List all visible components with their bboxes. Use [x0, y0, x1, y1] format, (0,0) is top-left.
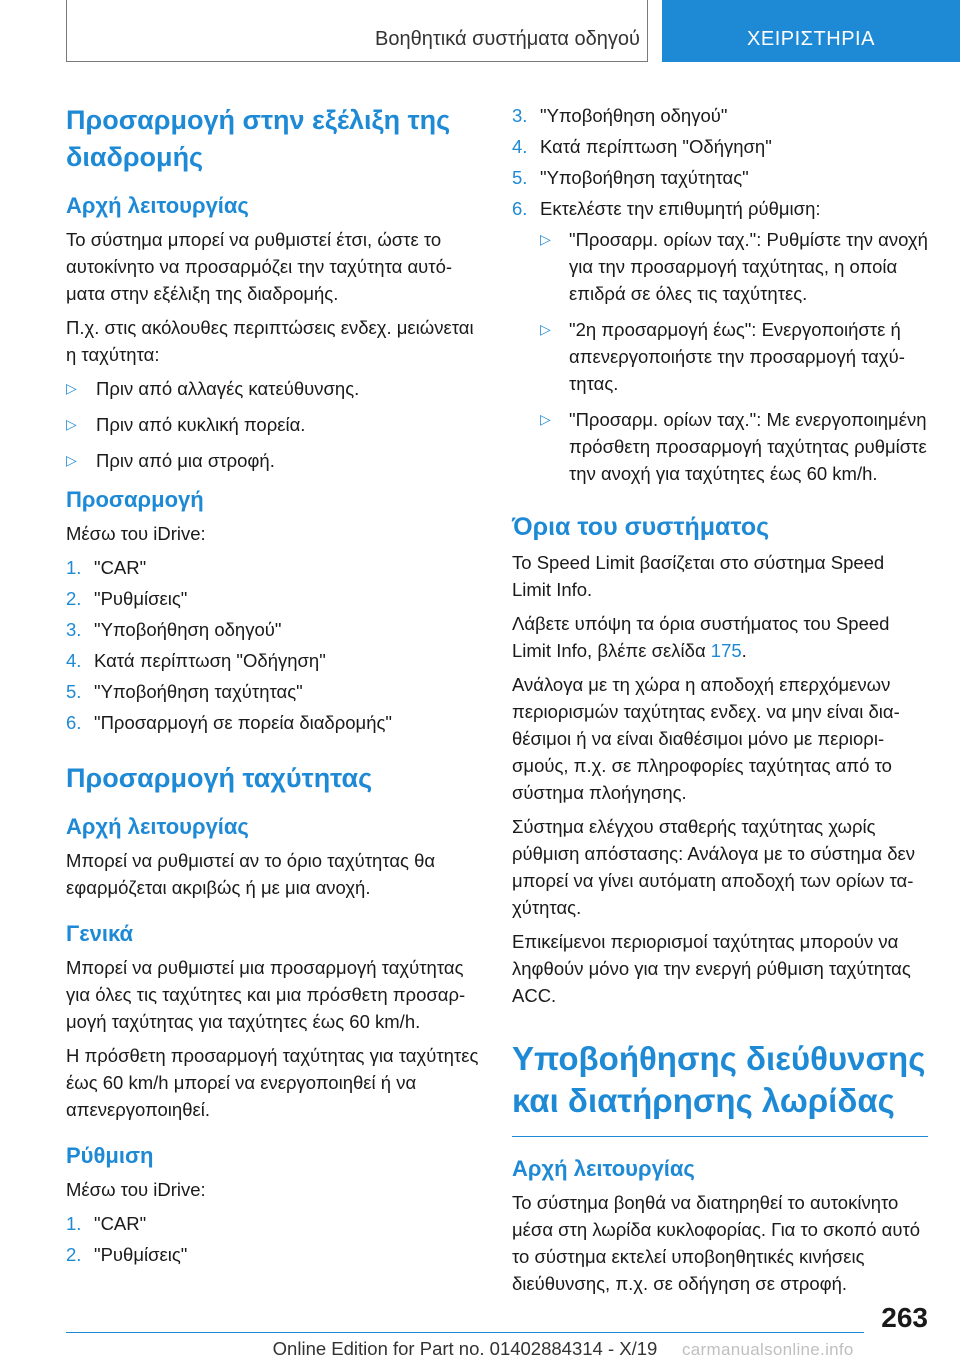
paragraph: Σύστημα ελέγχου σταθερής ταχύτητας χωρίς ρύθμιση απόστασης: Ανάλογα με το σύστημα δεν μπορεί να γίνει αυτόματη αποδοχή των ορίων ταχύτητας.: [512, 816, 915, 918]
heading-adaptation: Προσαρμογή: [66, 487, 204, 512]
edition-footer: Online Edition for Part no. 01402884314 - X/19: [272, 1338, 658, 1359]
setting-steps: [66, 1210, 482, 1268]
paragraph: Π.χ. στις ακόλουθες περιπτώσεις ενδεχ. μειώνεται η ταχύτητα:: [66, 317, 474, 365]
step-item: 4. Κατά περίπτωση "Οδήγηση": [66, 650, 326, 671]
list-item: ▷ "Προσαρμ. ορίων ταχ.": Με ενεργοποιημένη πρόσθετη προσαρμογή ταχύτητας ρυθμίστε την ανοχή για ταχύτητες έως 60 km/h.: [540, 406, 928, 487]
paragraph: Το σύστημα μπορεί να ρυθμιστεί έτσι, ώστε το αυτοκίνητο να προσαρμόζει την ταχύτητα αυτόματα στην εξέλιξη της διαδρομής.: [66, 229, 453, 304]
heading-setting: Ρύθμιση: [66, 1143, 154, 1168]
paragraph: Ανάλογα με τη χώρα η αποδοχή επερχόμενων περιορισμών ταχύτητας ενδεχ. να μην είναι διαθέσιμοι ή να είναι διαθέσιμοι μόνο με περιορισμούς, π.χ. σε πληροφορίες ταχύτητας από το σύστημα πλοήγησης.: [512, 674, 900, 803]
setting-options-list: [540, 226, 928, 487]
adaptation-steps: [66, 554, 482, 736]
step-item: 2. "Ρυθμίσεις": [66, 1244, 188, 1265]
step-item: 1. "CAR": [66, 557, 147, 578]
step-item: 3. "Υποβοήθηση οδηγού": [512, 105, 728, 126]
step-item: 6. Εκτελέστε την επιθυμητή ρύθμιση: ▷ "Προσαρμ. ορίων ταχ.": Ρυθμίστε την ανοχή για την προσαρμογή ταχύτητας, η οποία επιδρά σε όλες τις ταχύτητες. ▷ "2η προσαρμογή έως": Ενεργοποιήστε ή απενεργοποιήστε την προσαρμογή ταχύτητας. ▷ "Προσαρμ. ορίων ταχ.": Με ενεργοποιημένη πρόσθετη προσαρμογή ταχύτητας ρυθμίστε την ανοχή για ταχύτητες έως 60 km/h.: [512, 195, 928, 487]
step-item: 5. "Υποβοήθηση ταχύτητας": [66, 681, 303, 702]
right-column: [512, 102, 928, 1304]
list-item: ▷ Πριν από μια στροφή.: [66, 447, 482, 474]
heading-lane-principle: Αρχή λειτουργίας: [512, 1156, 695, 1181]
step-item: 5. "Υποβοήθηση ταχύτητας": [512, 167, 749, 188]
list-item: ▷ Πριν από κυκλική πορεία.: [66, 411, 482, 438]
list-item: ▷ "Προσαρμ. ορίων ταχ.": Ρυθμίστε την ανοχή για την προσαρμογή ταχύτητας, η οποία επιδρά σε όλες τις ταχύτητες.: [540, 226, 928, 307]
paragraph: Μπορεί να ρυθμιστεί μια προσαρμογή ταχύτητας για όλες τις ταχύτητες και μια πρόσθετη προσαρμογή ταχύτητας για ταχύτητες έως 60 km/h.: [66, 957, 466, 1032]
setting-steps-continued: [512, 102, 928, 487]
triangle-bullet-icon: ▷: [66, 452, 77, 468]
triangle-bullet-icon: ▷: [540, 411, 551, 427]
footer-divider: [66, 1332, 864, 1333]
watermark: carmanualsonline.info: [682, 1340, 854, 1359]
paragraph: Το Speed Limit βασίζεται στο σύστημα Speed Limit Info.: [512, 552, 885, 600]
paragraph: Το σύστημα βοηθά να διατηρηθεί το αυτοκίνητο μέσα στη λωρίδα κυκλοφορίας. Για το σκοπό αυτό το σύστημα εκτελεί υποβοηθητικές κινήσεις διεύθυνσης, π.χ. σε οδήγηση σε στροφή.: [512, 1192, 921, 1294]
paragraph: Επικείμενοι περιορισμοί ταχύτητας μπορούν να ληφθούν μόνο για την ενεργή ρύθμιση ταχύτητας ACC.: [512, 931, 911, 1006]
heading-speed-principle: Αρχή λειτουργίας: [66, 814, 249, 839]
step-item: 4. Κατά περίπτωση "Οδήγηση": [512, 136, 772, 157]
section-divider: [512, 1136, 928, 1137]
step-item: 3. "Υποβοήθηση οδηγού": [66, 619, 282, 640]
list-item: ▷ "2η προσαρμογή έως": Ενεργοποιήστε ή απενεργοποιήστε την προσαρμογή ταχύτητας.: [540, 316, 928, 397]
step-item: 1. "CAR": [66, 1213, 147, 1234]
paragraph: Μέσω του iDrive:: [66, 1179, 206, 1200]
heading-general: Γενικά: [66, 921, 134, 946]
triangle-bullet-icon: ▷: [66, 380, 77, 396]
paragraph: Μέσω του iDrive:: [66, 523, 206, 544]
heading-system-limits: Όρια του συστήματος: [512, 513, 770, 541]
page-reference-link[interactable]: 175: [710, 640, 742, 661]
list-item: ▷ Πριν από αλλαγές κατεύθυνσης.: [66, 375, 482, 402]
triangle-bullet-icon: ▷: [66, 416, 77, 432]
triangle-bullet-icon: ▷: [540, 321, 551, 337]
route-bullet-list: [66, 375, 482, 474]
heading-route-adaptation: Προσαρμογή στην εξέλιξη της διαδρομής: [66, 105, 451, 172]
paragraph: Λάβετε υπόψη τα όρια συστήματος του Speed Limit Info, βλέπε σελίδα 175.: [512, 613, 890, 661]
chapter-tab-label[interactable]: ΧΕΙΡΙΣΤΗΡΙΑ: [747, 28, 875, 50]
paragraph: Μπορεί να ρυθμιστεί αν το όριο ταχύτητας θα εφαρμόζεται ακριβώς ή με μια ανοχή.: [66, 850, 436, 898]
heading-lane-assist: Υποβοήθησης διεύθυνσης και διατήρησης λωρίδας: [512, 1040, 926, 1119]
heading-speed-adaptation: Προσαρμογή ταχύτητας: [66, 763, 373, 793]
step-item: 2. "Ρυθμίσεις": [66, 588, 188, 609]
triangle-bullet-icon: ▷: [540, 231, 551, 247]
page-number: 263: [881, 1302, 928, 1333]
paragraph: Η πρόσθετη προσαρμογή ταχύτητας για ταχύτητες έως 60 km/h μπορεί να ενεργοποιηθεί ή να απενεργοποιηθεί.: [66, 1045, 479, 1120]
step-item: 6. "Προσαρμογή σε πορεία διαδρομής": [66, 712, 392, 733]
heading-route-principle: Αρχή λειτουργίας: [66, 193, 249, 218]
left-column: [66, 102, 482, 1280]
section-title: Βοηθητικά συστήματα οδηγού: [375, 28, 640, 50]
